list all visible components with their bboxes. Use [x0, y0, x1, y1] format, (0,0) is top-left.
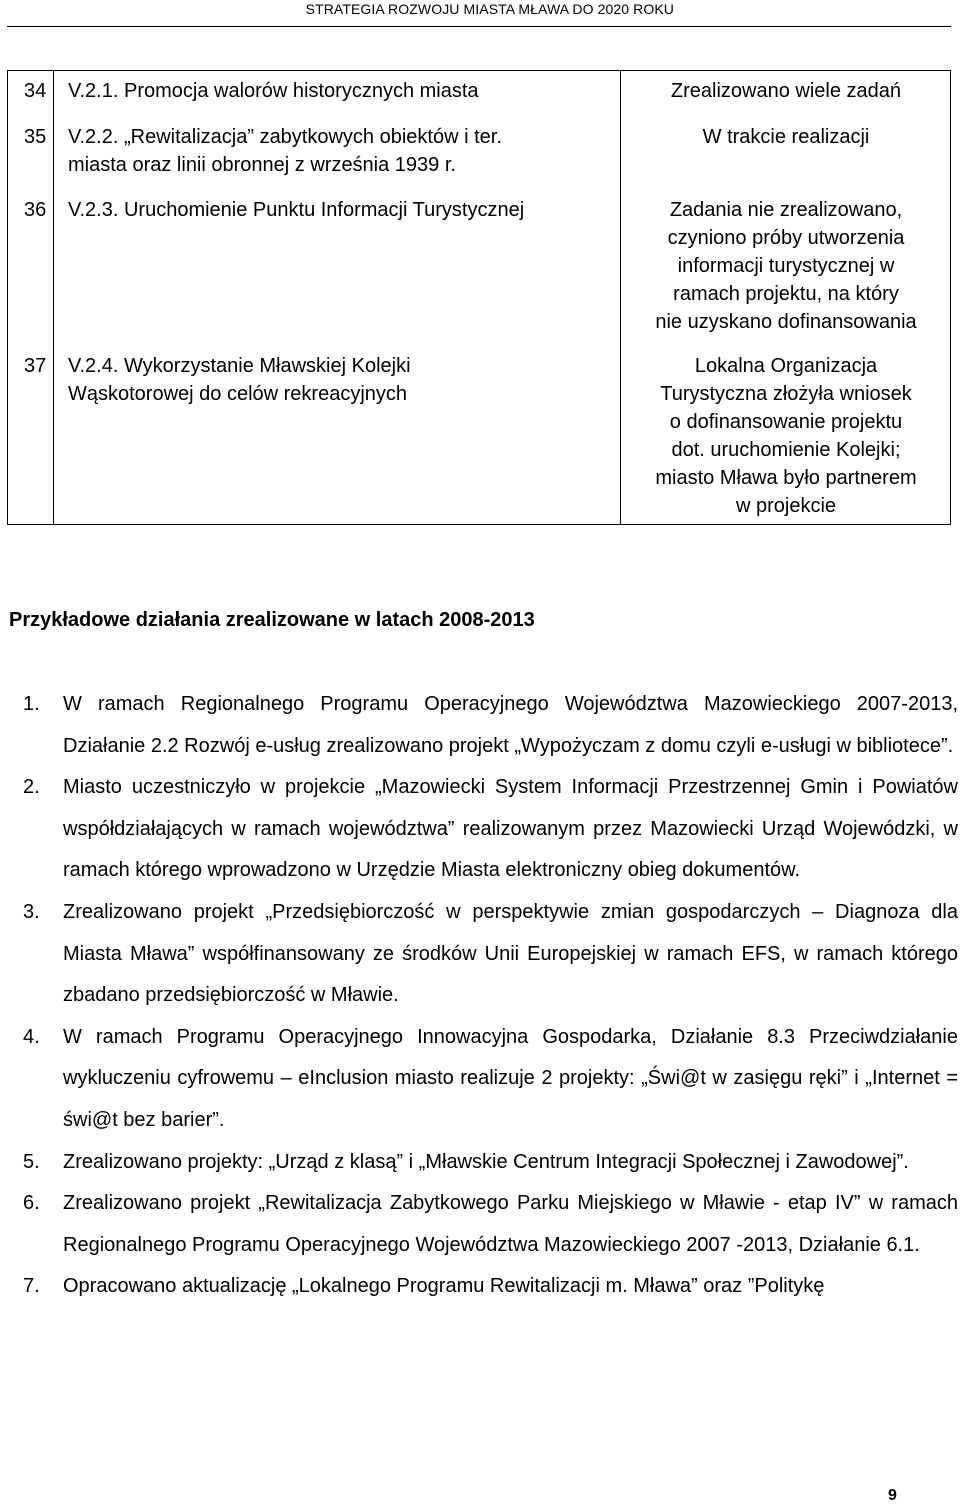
list-item-number: 2.	[23, 776, 40, 799]
task-status: Lokalna Organizacja Turystyczna złożyła wniosek o dofinansowanie projektu dot. uruchomienie Kolejki; miasto Mława było partnerem w projekcie	[655, 355, 917, 517]
task-name: V.2.2. „Rewitalizacja” zabytkowych obiektów i ter. miasta oraz linii obronnej z września 1939 r.	[68, 126, 502, 176]
list-item	[23, 1183, 958, 1266]
actions-list	[23, 684, 958, 1308]
section-heading: Przykładowe działania zrealizowane w latach 2008-2013	[9, 609, 535, 631]
tasks-table	[7, 70, 951, 525]
list-item-text: W ramach Programu Operacyjnego Innowacyjna Gospodarka, Działanie 8.3 Przeciwdziałanie wykluczeniu cyfrowemu – eInclusion miasto realizuje 2 projekty: „Świ@t w zasięgu ręki” i „Internet = świ@t bez barier”.	[63, 1025, 958, 1131]
page-number: 9	[888, 1487, 897, 1504]
list-item-number: 5.	[23, 1150, 40, 1173]
table-divider	[620, 71, 621, 524]
list-item	[23, 892, 958, 1017]
header-rule	[7, 26, 951, 27]
task-status: Zrealizowano wiele zadań	[670, 80, 902, 102]
list-item-number: 7.	[23, 1275, 40, 1298]
running-header: STRATEGIA ROZWOJU MIASTA MŁAWA DO 2020 ROKU	[305, 1, 674, 17]
task-name: V.2.3. Uruchomienie Punktu Informacji Turystycznej	[68, 199, 525, 221]
list-item-number: 3.	[23, 900, 40, 923]
list-item-number: 6.	[23, 1192, 40, 1215]
row-number: 35	[24, 126, 47, 148]
list-item-text: Opracowano aktualizację „Lokalnego Programu Rewitalizacji m. Mława” oraz ”Politykę	[63, 1275, 825, 1298]
task-name: V.2.4. Wykorzystanie Mławskiej Kolejki Wąskotorowej do celów rekreacyjnych	[68, 355, 411, 405]
row-number: 34	[24, 80, 47, 102]
list-item-text: Zrealizowano projekty: „Urząd z klasą” i „Mławskie Centrum Integracji Społecznej i Zawodowej”.	[63, 1150, 909, 1173]
list-item-text: Zrealizowano projekt „Przedsiębiorczość w perspektywie zmian gospodarczych – Diagnoza dla Miasta Mława” współfinansowany ze środków Unii Europejskiej w ramach EFS, w ramach którego zbadano przedsiębiorczość w Mławie.	[63, 900, 958, 1007]
list-item	[23, 1142, 958, 1184]
list-item	[23, 1266, 958, 1308]
list-item-text: Miasto uczestniczyło w projekcie „Mazowiecki System Informacji Przestrzennej Gmin i Powiatów współdziałających w ramach województwa” realizowanym przez Mazowiecki Urząd Wojewódzki, w ramach którego wprowadzono w Urzędzie Miasta elektroniczny obieg dokumentów.	[63, 776, 958, 882]
row-number: 36	[24, 199, 47, 221]
list-item	[23, 684, 958, 767]
list-item-text: W ramach Regionalnego Programu Operacyjnego Województwa Mazowieckiego 2007-2013, Działanie 2.2 Rozwój e-usług zrealizowano projekt „Wypożyczam z domu czyli e-usługi w bibliotece”.	[63, 693, 958, 757]
task-status: W trakcie realizacji	[702, 126, 870, 148]
list-item-number: 4.	[23, 1025, 40, 1048]
list-item-number: 1.	[23, 693, 40, 715]
list-item	[23, 767, 958, 892]
list-item-text: Zrealizowano projekt „Rewitalizacja Zabytkowego Parku Miejskiego w Mławie - etap IV” w ramach Regionalnego Programu Operacyjnego Województwa Mazowieckiego 2007 -2013, Działanie 6.1.	[63, 1192, 958, 1256]
table-divider	[53, 71, 54, 524]
task-status: Zadania nie zrealizowano, czyniono próby utworzenia informacji turystycznej w ramach projektu, na który nie uzyskano dofinansowania	[655, 199, 917, 333]
row-number: 37	[24, 355, 47, 377]
list-item	[23, 1017, 958, 1142]
task-name: V.2.1. Promocja walorów historycznych miasta	[68, 80, 479, 102]
